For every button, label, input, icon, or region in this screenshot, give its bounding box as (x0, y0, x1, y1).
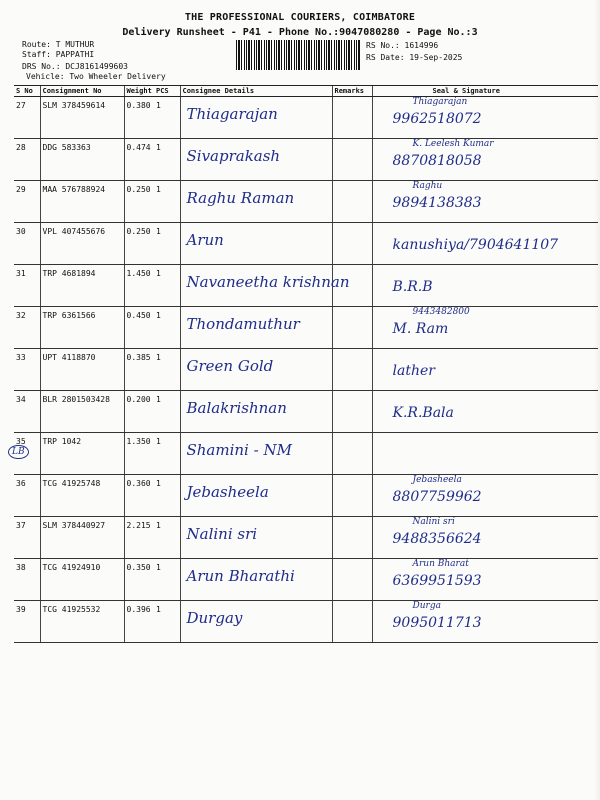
row-consignment-no: TCG 41925748 (40, 475, 124, 517)
row-sno: 35 LB (14, 433, 40, 475)
row-consignee-cell (180, 517, 332, 559)
table-row (14, 97, 598, 139)
row-consignment-no: TRP 6361566 (40, 307, 124, 349)
col-remarks: Remarks (332, 86, 372, 97)
row-sno: 34 (14, 391, 40, 433)
row-weight: 0.396 (124, 601, 154, 643)
row-sno: 27 (14, 97, 40, 139)
handwritten-consignee: Jebasheela (186, 483, 269, 501)
row-sno: 38 (14, 559, 40, 601)
table-row (14, 139, 598, 181)
row-weight: 0.200 (124, 391, 154, 433)
row-weight: 0.360 (124, 475, 154, 517)
row-consignee-cell (180, 97, 332, 139)
barcode (236, 40, 360, 70)
table-header-row (14, 86, 598, 97)
row-weight: 0.450 (124, 307, 154, 349)
row-consignment-no: TCG 41924910 (40, 559, 124, 601)
row-pcs: 1 (154, 391, 180, 433)
table-row (14, 181, 598, 223)
scan-edge (594, 0, 600, 800)
row-sno: 33 (14, 349, 40, 391)
row-remarks (332, 433, 372, 475)
table-row (14, 307, 598, 349)
handwritten-signature-phone: 9095011713 (392, 615, 482, 631)
row-consignee-cell (180, 265, 350, 307)
row-consignment-no: UPT 4118870 (40, 349, 124, 391)
row-weight: 1.450 (124, 265, 154, 307)
row-signature-cell (372, 475, 598, 517)
col-pcs: PCS (154, 86, 180, 97)
handwritten-consignee: Durgay (186, 609, 243, 627)
row-consignee-cell (180, 559, 332, 601)
handwritten-signature-name: Thiagarajan (412, 97, 468, 107)
route-label: Route: T MUTHUR (22, 40, 95, 49)
handwritten-consignee: Thondamuthur (186, 315, 300, 333)
row-remarks (332, 223, 372, 265)
handwritten-consignee: Arun (186, 231, 224, 249)
row-pcs: 1 (154, 97, 180, 139)
row-remarks (332, 475, 372, 517)
row-remarks (332, 265, 372, 307)
row-remarks (332, 601, 372, 643)
handwritten-signature-phone: M. Ram (392, 321, 449, 337)
drs-number (22, 62, 128, 72)
handwritten-signature-phone: 8870818058 (392, 153, 482, 169)
row-remarks (332, 139, 372, 181)
table-row (14, 475, 598, 517)
row-remarks (332, 181, 372, 223)
row-consignee-cell (180, 139, 332, 181)
row-consignment-no: BLR 2801503428 (40, 391, 124, 433)
row-sno: 28 (14, 139, 40, 181)
runsheet-table (14, 85, 598, 643)
row-signature-cell (372, 97, 598, 139)
company-name: THE PROFESSIONAL COURIERS, COIMBATORE (184, 12, 416, 23)
row-weight: 0.385 (124, 349, 154, 391)
row-weight: 0.250 (124, 181, 154, 223)
handwritten-signature-name: Raghu (412, 181, 443, 191)
row-sno: 31 (14, 265, 40, 307)
table-row (14, 223, 598, 265)
handwritten-signature-phone: B.R.B (392, 279, 433, 295)
row-consignment-no: DDG 583363 (40, 139, 124, 181)
rs-info (366, 40, 462, 64)
row-consignee-cell (180, 223, 332, 265)
handwritten-signature-name: Arun Bharat (412, 559, 469, 569)
vehicle-block (26, 72, 166, 82)
table-row (14, 559, 598, 601)
row-consignee-cell (180, 307, 332, 349)
row-pcs: 1 (154, 601, 180, 643)
handwritten-signature-name: 9443482800 (412, 307, 470, 317)
row-pcs: 1 (154, 433, 180, 475)
row-sno: 36 (14, 475, 40, 517)
row-consignee-cell (180, 475, 332, 517)
col-weight: Weight (124, 86, 154, 97)
row-signature-cell (372, 307, 598, 349)
row-sno: 39 (14, 601, 40, 643)
handwritten-consignee: Balakrishnan (186, 399, 287, 417)
handwritten-signature-phone: kanushiya/7904641107 (392, 237, 559, 253)
row-pcs: 1 (154, 349, 180, 391)
row-remarks (332, 97, 372, 139)
row-signature-cell (372, 559, 598, 601)
handwritten-consignee: Raghu Raman (186, 189, 295, 207)
row-weight: 2.215 (124, 517, 154, 559)
row-consignment-no: SLM 378440927 (40, 517, 124, 559)
row-consignee-cell (180, 433, 332, 475)
table-row (14, 433, 598, 475)
row-consignment-no: MAA 576788924 (40, 181, 124, 223)
row-weight: 0.250 (124, 223, 154, 265)
row-weight: 0.380 (124, 97, 154, 139)
row-sno: 29 (14, 181, 40, 223)
row-signature-cell (372, 391, 598, 433)
handwritten-signature-name: K. Leelesh Kumar (412, 139, 494, 149)
row-remarks (332, 559, 372, 601)
handwritten-consignee: Shamini - NM (186, 441, 292, 459)
col-consignee: Consignee Details (180, 86, 332, 97)
row-signature-cell (372, 349, 598, 391)
handwritten-signature-phone: K.R.Bala (392, 405, 454, 421)
row-consignment-no: TCG 41925532 (40, 601, 124, 643)
row-remarks (332, 307, 372, 349)
row-consignment-no: VPL 407455676 (40, 223, 124, 265)
row-signature-cell (372, 517, 598, 559)
route-staff-block (22, 40, 94, 60)
handwritten-signature-phone: 8807759962 (392, 489, 482, 505)
col-sno: S No (14, 86, 40, 97)
row-consignee-cell (180, 391, 332, 433)
handwritten-signature-name: Nalini sri (412, 517, 455, 527)
row-pcs: 1 (154, 181, 180, 223)
table-row (14, 517, 598, 559)
handwritten-consignee: Navaneetha krishnan (186, 273, 350, 291)
table-row (14, 349, 598, 391)
row-sno: 30 (14, 223, 40, 265)
table-row (14, 601, 598, 643)
row-remarks (332, 391, 372, 433)
row-weight: 0.474 (124, 139, 154, 181)
row-pcs: 1 (154, 517, 180, 559)
handwritten-consignee: Thiagarajan (186, 105, 278, 123)
handwritten-annotation: LB (8, 445, 29, 459)
row-consignment-no: SLM 378459614 (40, 97, 124, 139)
handwritten-signature-phone: 6369951593 (392, 573, 482, 589)
handwritten-signature-phone: 9488356624 (392, 531, 482, 547)
row-pcs: 1 (154, 223, 180, 265)
row-sno: 37 (14, 517, 40, 559)
row-pcs: 1 (154, 559, 180, 601)
runsheet-title: Delivery Runsheet - P41 - Phone No.:9047080280 - Page No.:3 (122, 27, 478, 38)
row-signature-cell (372, 601, 598, 643)
row-weight: 0.350 (124, 559, 154, 601)
row-consignment-no: TRP 4681894 (40, 265, 124, 307)
handwritten-signature-name: Durga (412, 601, 441, 611)
vehicle-label: Vehicle: Two Wheeler Delivery (26, 72, 166, 81)
drs-label: DRS No.: DCJ8161499603 (22, 62, 128, 71)
handwritten-consignee: Sivaprakash (186, 147, 281, 165)
handwritten-signature-phone: lather (392, 363, 435, 379)
row-pcs: 1 (154, 265, 180, 307)
row-pcs: 1 (154, 307, 180, 349)
handwritten-signature-phone: 9962518072 (392, 111, 482, 127)
handwritten-consignee: Green Gold (186, 357, 274, 375)
handwritten-signature-name: Jebasheela (412, 475, 462, 485)
row-pcs: 1 (154, 139, 180, 181)
rs-number: RS No.: 1614996 (366, 41, 439, 50)
row-consignment-no: TRP 1042 (40, 433, 124, 475)
row-consignee-cell (180, 349, 332, 391)
col-signature: Seal & Signature (372, 86, 598, 97)
row-pcs: 1 (154, 475, 180, 517)
row-signature-cell (372, 433, 598, 475)
table-row (14, 391, 598, 433)
handwritten-signature-phone: 9894138383 (392, 195, 482, 211)
handwritten-consignee: Nalini sri (186, 525, 258, 543)
row-signature-cell (372, 181, 598, 223)
row-consignee-cell (180, 601, 332, 643)
row-weight: 1.350 (124, 433, 154, 475)
row-remarks (332, 349, 372, 391)
row-consignee-cell (180, 181, 332, 223)
handwritten-consignee: Arun Bharathi (186, 567, 295, 585)
row-sno: 32 (14, 307, 40, 349)
row-signature-cell (372, 223, 598, 265)
row-remarks (332, 517, 372, 559)
row-signature-cell (372, 265, 598, 307)
rs-date: RS Date: 19-Sep-2025 (366, 53, 463, 62)
staff-label: Staff: PAPPATHI (22, 50, 95, 59)
row-signature-cell (372, 139, 598, 181)
col-consignment: Consignment No (40, 86, 124, 97)
table-row (14, 265, 598, 307)
